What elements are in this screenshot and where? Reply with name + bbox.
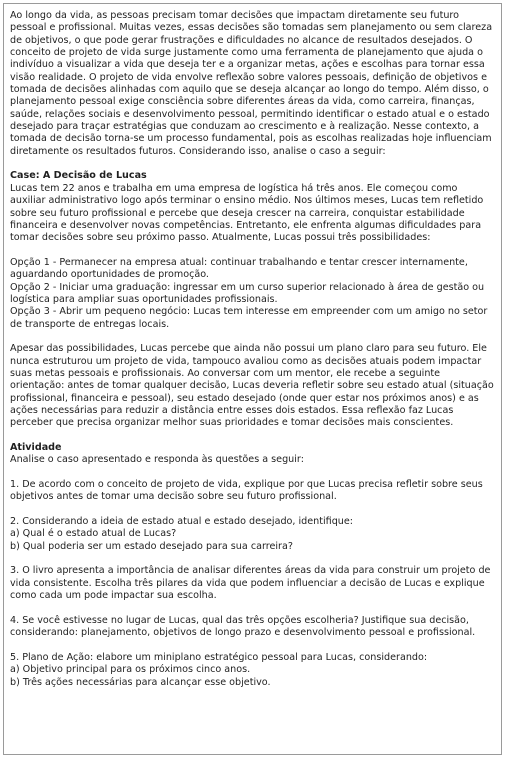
spacer xyxy=(10,603,495,615)
option-1: Opção 1 - Permanecer na empresa atual: continuar trabalhando e tentar crescer internamente, aguardando oportunidades de promoção. xyxy=(10,256,468,281)
spacer xyxy=(10,553,495,565)
option-2: Opção 2 - Iniciar uma graduação: ingressar em um curso superior relacionado à área de gestão ou logística para ampliar suas oportunidades profissionais. xyxy=(10,281,485,305)
activity-instruction: Analise o caso apresentado e responda às questões a seguir: xyxy=(10,454,304,466)
activity-title: Atividade xyxy=(10,442,62,454)
case-body: Lucas tem 22 anos e trabalha em uma empresa de logística há três anos. Ele começou como auxiliar administrativo logo após terminar o ensino médio. Nos últimos meses, Lucas tem refletido sobre seu futuro profissional e percebe que deseja crescer na carreira, conquistar estabilidade financeira e desenvolver novas competências. Entretanto, ele enfrenta algumas dificuldades para tomar decisões sobre seu próximo passo. Atualmente, Lucas possui três possibilidades: xyxy=(10,182,484,244)
question-4: 4. Se você estivesse no lugar de Lucas, qual das três opções escolheria? Justifique sua decisão, considerando: planejamento, objetivos de longo prazo e desenvolvimento pessoal e profissional. xyxy=(10,614,476,639)
question-2a: a) Qual é o estado atual de Lucas? xyxy=(10,528,177,540)
spacer xyxy=(10,467,495,479)
intro-paragraph: Ao longo da vida, as pessoas precisam tomar decisões que impactam diretamente seu futuro pessoal e profissional. Muitas vezes, essas decisões são tomadas sem planejamento ou sem clareza de objetivos, o que pode gerar frustrações e dificuldades no alcance de resultados desejados. O conceito de projeto de vida surge justamente como uma ferramenta de planejamento que ajuda o indivíduo a visualizar a vida que deseja ter e a organizar metas, ações e escolhas para tornar essa visão realidade. O projeto de vida envolve reflexão sobre valores pessoais, definição de objetivos e tomada de decisões alinhadas com aquilo que se deseja alcançar ao longo do tempo. Além disso, o planejamento pessoal exige consciência sobre diferentes áreas da vida, como carreira, finanças, saúde, relações sociais e desenvolvimento pessoal, permitindo identificar o estado atual e o estado desejado para traçar estratégias que conduzam ao crescimento e à realização. Nesse contexto, a tomada de decisão torna-se um processo fundamental, pois as escolhas realizadas hoje influenciam diretamente os resultados futuros. Considerando isso, analise o caso a seguir: xyxy=(10,10,493,157)
spacer xyxy=(10,504,495,516)
document-content xyxy=(4,4,501,689)
question-1: 1. De acordo com o conceito de projeto de vida, explique por que Lucas precisa refletir sobre seus objetivos antes de tomar uma decisão sobre seu futuro profissional. xyxy=(10,479,483,503)
question-3: 3. O livro apresenta a importância de analisar diferentes áreas da vida para construir um projeto de vida consistente. Escolha três pilares da vida que podem influenciar a decisão de Lucas e explique como cada um pode impactar sua escolha. xyxy=(10,565,491,602)
case-conclusion: Apesar das possibilidades, Lucas percebe que ainda não possui um plano claro para seu futuro. Ele nunca estruturou um projeto de vida, tampouco avaliou como as decisões atuais podem impactar suas metas pessoais e profissionais. Ao conversar com um mentor, ele recebe a seguinte orientação: antes de tomar qualquer decisão, Lucas deveria refletir sobre seu estado atual (situação profissional, financeira e pessoal), seu estado desejado (onde quer estar nos próximos anos) e as ações necessárias para reduzir a distância entre esses dois estados. Essa reflexão faz Lucas perceber que precisa organizar melhor suas prioridades e tomar decisões mais conscientes. xyxy=(10,343,494,429)
spacer xyxy=(10,640,495,652)
question-5b: b) Três ações necessárias para alcançar esse objetivo. xyxy=(10,676,271,688)
question-2-stem: 2. Considerando a ideia de estado atual e estado desejado, identifique: xyxy=(10,516,354,528)
question-5-stem: 5. Plano de Ação: elabore um miniplano estratégico pessoal para Lucas, considerando: xyxy=(10,651,428,663)
spacer xyxy=(10,331,495,343)
spacer xyxy=(10,158,495,170)
question-5a: a) Objetivo principal para os próximos cinco anos. xyxy=(10,664,251,676)
spacer xyxy=(10,245,495,257)
option-3: Opção 3 - Abrir um pequeno negócio: Lucas tem interesse em empreender com um amigo no setor de transporte de entregas locais. xyxy=(10,306,488,330)
spacer xyxy=(10,430,495,442)
case-title: Case: A Decisão de Lucas xyxy=(10,170,147,182)
document-frame xyxy=(3,3,502,755)
question-2b: b) Qual poderia ser um estado desejado para sua carreira? xyxy=(10,540,293,552)
